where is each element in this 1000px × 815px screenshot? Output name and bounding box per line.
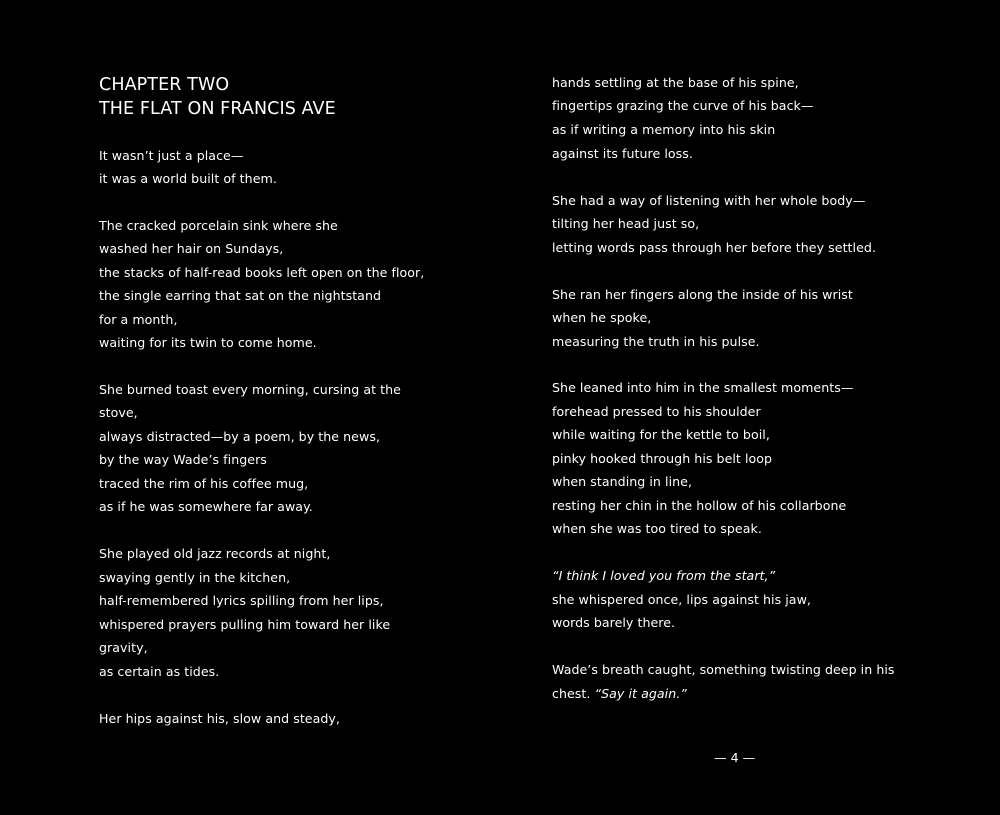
- dialogue-fragment: “Say it again.”: [594, 686, 687, 701]
- page-number: — 4 —: [714, 750, 756, 765]
- text-line: resting her chin in the hollow of his collarbone: [552, 498, 847, 513]
- text-line: always distracted—by a poem, by the news,: [99, 429, 380, 444]
- text-line: letting words pass through her before they settled.: [552, 240, 876, 255]
- text-line: as if he was somewhere far away.: [99, 499, 313, 514]
- text-line: It wasn’t just a place—: [99, 148, 244, 163]
- text-fragment: chest.: [552, 686, 591, 701]
- text-line: She leaned into him in the smallest moments—: [552, 380, 854, 395]
- text-line: as certain as tides.: [99, 664, 220, 679]
- text-line: by the way Wade’s fingers: [99, 452, 267, 467]
- text-line: when he spoke,: [552, 310, 652, 325]
- text-line: She ran her fingers along the inside of his wrist: [552, 287, 853, 302]
- text-line: She burned toast every morning, cursing at the: [99, 382, 401, 397]
- text-line: She had a way of listening with her whole body—: [552, 193, 866, 208]
- text-line: against its future loss.: [552, 146, 693, 161]
- text-line: whispered prayers pulling him toward her like: [99, 617, 391, 632]
- dialogue-line: “I think I loved you from the start,”: [552, 568, 776, 583]
- chapter-number: CHAPTER TWO: [99, 75, 230, 95]
- text-line: The cracked porcelain sink where she: [99, 218, 338, 233]
- text-line: it was a world built of them.: [99, 171, 277, 186]
- text-line: waiting for its twin to come home.: [99, 335, 317, 350]
- text-line: the stacks of half-read books left open on the floor,: [99, 265, 425, 280]
- text-line: measuring the truth in his pulse.: [552, 334, 760, 349]
- text-line: swaying gently in the kitchen,: [99, 570, 291, 585]
- text-line: tilting her head just so,: [552, 216, 700, 231]
- text-line: Wade’s breath caught, something twisting deep in his: [552, 662, 895, 677]
- text-line: the single earring that sat on the nightstand: [99, 288, 382, 303]
- chapter-heading: [99, 73, 336, 121]
- text-line: half-remembered lyrics spilling from her lips,: [99, 593, 384, 608]
- text-line: traced the rim of his coffee mug,: [99, 476, 309, 491]
- text-line: she whispered once, lips against his jaw,: [552, 592, 811, 607]
- text-line: pinky hooked through his belt loop: [552, 451, 773, 466]
- text-line: when standing in line,: [552, 474, 692, 489]
- text-line: forehead pressed to his shoulder: [552, 404, 761, 419]
- text-line: fingertips grazing the curve of his back—: [552, 98, 814, 113]
- text-line: hands settling at the base of his spine,: [552, 75, 799, 90]
- text-line-mixed: [552, 686, 687, 702]
- text-line: as if writing a memory into his skin: [552, 122, 776, 137]
- text-line: when she was too tired to speak.: [552, 521, 762, 536]
- text-line: She played old jazz records at night,: [99, 546, 331, 561]
- chapter-title: THE FLAT ON FRANCIS AVE: [99, 99, 336, 119]
- text-line: while waiting for the kettle to boil,: [552, 427, 770, 442]
- text-line: stove,: [99, 405, 138, 420]
- text-line: Her hips against his, slow and steady,: [99, 711, 340, 726]
- text-line: washed her hair on Sundays,: [99, 241, 284, 256]
- text-line: gravity,: [99, 640, 148, 655]
- text-line: words barely there.: [552, 615, 676, 630]
- text-line: for a month,: [99, 312, 178, 327]
